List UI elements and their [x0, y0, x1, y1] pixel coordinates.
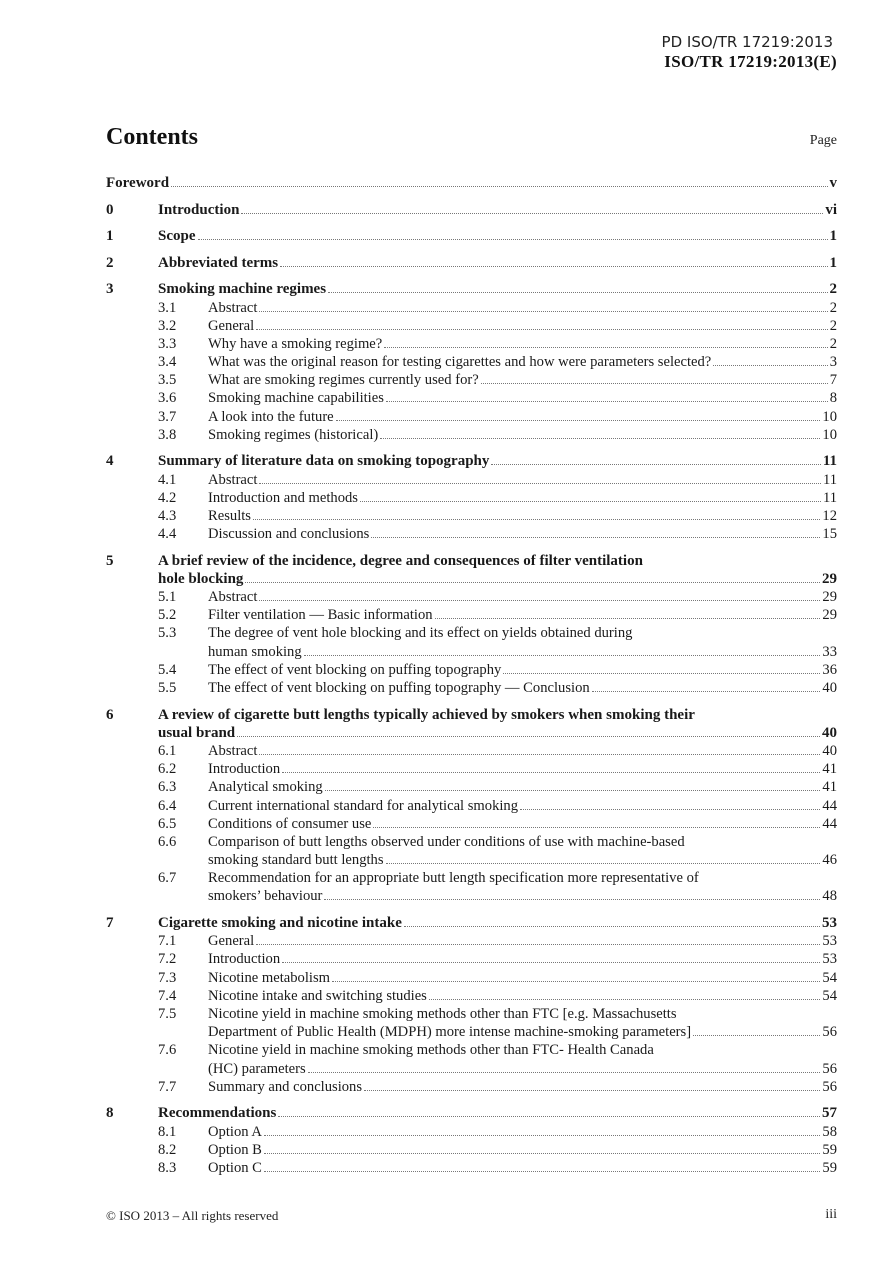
- dot-leader: [259, 483, 820, 484]
- toc-entry-title: smokers’ behaviour: [208, 888, 323, 905]
- toc-entry-page: 3: [829, 354, 837, 371]
- toc-entry-title: A review of cigarette butt lengths typically achieved by smokers when smoking their: [158, 706, 695, 723]
- dot-leader: [693, 1035, 820, 1036]
- toc-entry-page: 40: [822, 724, 837, 741]
- toc-entry-number: 2: [106, 254, 114, 271]
- toc-entry-title: hole blocking: [158, 570, 244, 587]
- toc-entry-number: 7.3: [158, 969, 177, 986]
- dot-leader: [256, 329, 828, 330]
- toc-entry-page: 33: [822, 643, 837, 660]
- dot-leader: [435, 618, 821, 619]
- toc-entry-title: Filter ventilation — Basic information: [208, 607, 433, 624]
- toc-entry-title: Comparison of butt lengths observed under conditions of use with machine-based: [208, 833, 685, 850]
- toc-subsection-entry[interactable]: [106, 588, 837, 606]
- toc-subsection-entry[interactable]: [106, 950, 837, 968]
- toc-subsection-entry[interactable]: [106, 525, 837, 543]
- toc-subsection-entry[interactable]: [106, 987, 837, 1005]
- dot-leader: [386, 401, 828, 402]
- toc-subsection-entry[interactable]: [106, 661, 837, 679]
- toc-entry-title: Foreword: [106, 175, 170, 191]
- toc-entry-title: Recommendation for an appropriate butt length specification more representative of: [208, 870, 699, 887]
- toc-entry-page: 1: [829, 254, 837, 271]
- toc-entry-title: Discussion and conclusions: [208, 526, 370, 543]
- toc-entry-number: 8.1: [158, 1123, 177, 1140]
- toc-entry-title: Current international standard for analytical smoking: [208, 797, 519, 814]
- toc-entry-number: 8.2: [158, 1141, 177, 1158]
- dot-leader: [384, 347, 827, 348]
- dot-leader: [592, 691, 821, 692]
- page-number: iii: [825, 1207, 837, 1222]
- toc-entry-title: human smoking: [208, 643, 302, 660]
- toc-entry-number: 3: [106, 281, 114, 298]
- toc-subsection-entry[interactable]: [106, 643, 837, 661]
- toc-entry-number: 3.8: [158, 426, 177, 443]
- table-of-contents: [106, 174, 837, 1177]
- dot-leader: [171, 186, 827, 187]
- toc-entry-number: 4.4: [158, 526, 177, 543]
- toc-entry-number: 7.4: [158, 987, 177, 1004]
- toc-entry-title: A look into the future: [208, 408, 334, 425]
- toc-entry-number: 3.7: [158, 408, 177, 425]
- toc-entry-number: 4.2: [158, 489, 177, 506]
- toc-entry-number: 6.1: [158, 742, 177, 759]
- toc-entry-number: 4.3: [158, 507, 177, 524]
- toc-entry-number: 5.2: [158, 607, 177, 624]
- toc-entry-title: Abstract: [208, 589, 258, 606]
- toc-entry-number: 7.2: [158, 951, 177, 968]
- toc-entry-page: 2: [829, 281, 837, 298]
- toc-entry-title: smoking standard butt lengths: [208, 852, 384, 869]
- toc-section-entry[interactable]: [106, 1104, 837, 1122]
- dot-leader: [386, 863, 821, 864]
- toc-entry-number: 6.2: [158, 761, 177, 778]
- toc-section-entry[interactable]: [106, 174, 837, 192]
- dot-leader: [308, 1072, 821, 1073]
- toc-entry-page: 2: [829, 317, 837, 334]
- toc-entry-title: Why have a smoking regime?: [208, 335, 383, 352]
- toc-entry-page: 56: [822, 1060, 837, 1077]
- toc-entry-number: 3.1: [158, 299, 177, 316]
- toc-entry-page: 12: [822, 507, 837, 524]
- dot-leader: [264, 1171, 820, 1172]
- toc-entry-title: Cigarette smoking and nicotine intake: [158, 915, 402, 932]
- toc-entry-number: 8.3: [158, 1159, 177, 1176]
- toc-subsection-entry[interactable]: [106, 1123, 837, 1141]
- toc-entry-number: 3.2: [158, 317, 177, 334]
- toc-entry-page: 10: [822, 408, 837, 425]
- toc-subsection-entry[interactable]: [106, 489, 837, 507]
- dot-leader: [259, 754, 820, 755]
- toc-entry-title: What are smoking regimes currently used for?: [208, 372, 479, 389]
- dot-leader: [245, 582, 820, 583]
- toc-entry-title: (HC) parameters: [208, 1060, 306, 1077]
- toc-entry-page: 56: [822, 1078, 837, 1095]
- toc-entry-title: Department of Public Health (MDPH) more intense machine-smoking parameters]: [208, 1024, 692, 1041]
- toc-entry-page: 11: [822, 471, 837, 488]
- toc-entry-number: 5.1: [158, 589, 177, 606]
- toc-section-entry[interactable]: [106, 280, 837, 298]
- dot-leader: [198, 239, 828, 240]
- toc-entry-page: 53: [822, 951, 837, 968]
- toc-entry-number: 4.1: [158, 471, 177, 488]
- toc-entry-title: Smoking machine regimes: [158, 281, 327, 298]
- toc-section-entry[interactable]: [106, 227, 837, 245]
- toc-entry-number: 0: [106, 201, 114, 218]
- toc-entry-page: 53: [822, 915, 837, 932]
- toc-entry-number: 3.6: [158, 390, 177, 407]
- toc-subsection-entry[interactable]: [106, 760, 837, 778]
- toc-entry-number: 6.4: [158, 797, 177, 814]
- toc-entry-title: Introduction: [158, 201, 240, 218]
- toc-subsection-entry[interactable]: [106, 1141, 837, 1159]
- toc-entry-number: 7.1: [158, 933, 177, 950]
- dot-leader: [364, 1090, 820, 1091]
- dot-leader: [491, 464, 820, 465]
- toc-entry-number: 7.6: [158, 1042, 177, 1059]
- toc-entry-page: 15: [822, 526, 837, 543]
- dot-leader: [503, 673, 820, 674]
- toc-entry-title: Scope: [158, 228, 196, 245]
- dot-leader: [237, 736, 820, 737]
- dot-leader: [304, 655, 821, 656]
- toc-entry-number: 6.3: [158, 779, 177, 796]
- toc-subsection-entry[interactable]: [106, 833, 837, 851]
- toc-entry-title: Abstract: [208, 299, 258, 316]
- toc-entry-page: 44: [822, 815, 837, 832]
- toc-subsection-entry[interactable]: [106, 887, 837, 905]
- toc-subsection-entry[interactable]: [106, 606, 837, 624]
- dot-leader: [259, 311, 827, 312]
- toc-entry-title: General: [208, 317, 255, 334]
- toc-entry-page: 11: [822, 489, 837, 506]
- toc-subsection-entry[interactable]: [106, 932, 837, 950]
- toc-entry-page: 7: [829, 372, 837, 389]
- toc-subsection-entry[interactable]: [106, 317, 837, 335]
- toc-entry-title: Analytical smoking: [208, 779, 323, 796]
- toc-entry-page: 57: [822, 1105, 837, 1122]
- dot-leader: [371, 537, 820, 538]
- toc-subsection-entry[interactable]: [106, 426, 837, 444]
- toc-entry-title: Nicotine intake and switching studies: [208, 987, 427, 1004]
- toc-subsection-entry[interactable]: [106, 797, 837, 815]
- toc-entry-title: Smoking machine capabilities: [208, 390, 384, 407]
- toc-entry-page: 54: [822, 969, 837, 986]
- toc-entry-number: 7: [106, 915, 114, 932]
- toc-subsection-entry[interactable]: [106, 778, 837, 796]
- toc-entry-number: 1: [106, 228, 114, 245]
- toc-subsection-entry[interactable]: [106, 1023, 837, 1041]
- toc-entry-page: 40: [822, 742, 837, 759]
- toc-entry-title: Smoking regimes (historical): [208, 426, 379, 443]
- toc-entry-number: 7.7: [158, 1078, 177, 1095]
- toc-entry-number: 7.5: [158, 1006, 177, 1022]
- dot-leader: [259, 600, 820, 601]
- toc-entry-title: Abstract: [208, 742, 258, 759]
- toc-entry-title: Option B: [208, 1141, 262, 1158]
- toc-entry-page: 58: [822, 1123, 837, 1140]
- toc-subsection-entry[interactable]: [106, 1159, 837, 1177]
- dot-leader: [256, 944, 820, 945]
- toc-entry-title: usual brand: [158, 724, 236, 741]
- toc-entry-page: 8: [829, 390, 837, 407]
- toc-entry-number: 4: [106, 453, 114, 470]
- toc-subsection-entry[interactable]: [106, 299, 837, 317]
- dot-leader: [336, 420, 821, 421]
- toc-subsection-entry[interactable]: [106, 1041, 837, 1059]
- dot-leader: [713, 365, 827, 366]
- toc-entry-title: Nicotine yield in machine smoking methods other than FTC [e.g. Massachusetts: [208, 1006, 677, 1022]
- toc-entry-title: Abstract: [208, 471, 258, 488]
- dot-leader: [253, 519, 820, 520]
- toc-entry-title: Nicotine yield in machine smoking methods other than FTC- Health Canada: [208, 1042, 654, 1059]
- toc-section-entry[interactable]: [106, 724, 837, 742]
- toc-subsection-entry[interactable]: [106, 389, 837, 407]
- toc-entry-page: v: [829, 175, 837, 191]
- toc-entry-title: Summary and conclusions: [208, 1078, 363, 1095]
- toc-entry-title: Option C: [208, 1159, 262, 1176]
- standard-code: ISO/TR 17219:2013(E): [664, 52, 837, 71]
- toc-section-entry[interactable]: [106, 914, 837, 932]
- toc-entry-page: 1: [829, 228, 837, 245]
- toc-entry-page: 59: [822, 1159, 837, 1176]
- toc-subsection-entry[interactable]: [106, 869, 837, 887]
- toc-subsection-entry[interactable]: [106, 507, 837, 525]
- toc-entry-title: General: [208, 933, 255, 950]
- toc-subsection-entry[interactable]: [106, 624, 837, 642]
- toc-entry-number: 5: [106, 552, 114, 569]
- dot-leader: [481, 383, 828, 384]
- toc-entry-title: Introduction: [208, 761, 281, 778]
- dot-leader: [429, 999, 821, 1000]
- toc-entry-number: 5.3: [158, 625, 177, 642]
- copyright-notice: © ISO 2013 – All rights reserved: [106, 1208, 279, 1223]
- toc-entry-number: 6: [106, 706, 114, 723]
- dot-leader: [373, 827, 820, 828]
- toc-subsection-entry[interactable]: [106, 742, 837, 760]
- toc-entry-title: Nicotine metabolism: [208, 969, 330, 986]
- toc-section-entry[interactable]: [106, 254, 837, 272]
- toc-entry-page: 36: [822, 661, 837, 678]
- toc-entry-number: 6.5: [158, 815, 177, 832]
- toc-entry-title: Conditions of consumer use: [208, 815, 372, 832]
- toc-subsection-entry[interactable]: [106, 1060, 837, 1078]
- toc-entry-page: 11: [822, 453, 837, 470]
- page-title: Contents: [106, 124, 199, 150]
- page-column-label: Page: [809, 133, 837, 148]
- toc-entry-number: 5.4: [158, 661, 177, 678]
- toc-entry-page: 29: [822, 589, 837, 606]
- toc-entry-number: 3.4: [158, 354, 177, 371]
- toc-subsection-entry[interactable]: [106, 335, 837, 353]
- toc-entry-page: 29: [822, 570, 837, 587]
- dot-leader: [324, 899, 820, 900]
- toc-entry-number: 5.5: [158, 680, 177, 697]
- dot-leader: [264, 1153, 820, 1154]
- dot-leader: [380, 438, 820, 439]
- toc-section-entry[interactable]: [106, 570, 837, 588]
- toc-entry-page: 48: [822, 888, 837, 905]
- toc-entry-page: 2: [829, 299, 837, 316]
- toc-section-entry[interactable]: [106, 706, 837, 724]
- toc-entry-title: Introduction and methods: [208, 489, 358, 506]
- dot-leader: [520, 809, 820, 810]
- toc-entry-title: Introduction: [208, 951, 281, 968]
- toc-entry-title: The effect of vent blocking on puffing topography: [208, 661, 502, 678]
- toc-entry-title: Recommendations: [158, 1105, 277, 1122]
- toc-entry-page: 40: [822, 680, 837, 697]
- toc-entry-page: 54: [822, 987, 837, 1004]
- toc-entry-title: What was the original reason for testing cigarettes and how were parameters selected?: [208, 354, 712, 371]
- toc-entry-number: 6.6: [158, 833, 177, 850]
- dot-leader: [360, 501, 821, 502]
- toc-entry-number: 6.7: [158, 870, 177, 887]
- toc-entry-page: 53: [822, 933, 837, 950]
- dot-leader: [328, 292, 827, 293]
- dot-leader: [325, 790, 821, 791]
- dot-leader: [332, 981, 820, 982]
- toc-subsection-entry[interactable]: [106, 679, 837, 697]
- dot-leader: [404, 926, 820, 927]
- toc-entry-page: 59: [822, 1141, 837, 1158]
- document-code: PD ISO/TR 17219:2013: [661, 33, 833, 51]
- toc-entry-page: 29: [822, 607, 837, 624]
- toc-subsection-entry[interactable]: [106, 969, 837, 987]
- toc-section-entry[interactable]: [106, 552, 837, 570]
- toc-subsection-entry[interactable]: [106, 408, 837, 426]
- toc-entry-title: Option A: [208, 1123, 262, 1140]
- toc-entry-page: 44: [822, 797, 837, 814]
- toc-entry-page: vi: [825, 201, 837, 218]
- dot-leader: [282, 772, 820, 773]
- toc-subsection-entry[interactable]: [106, 471, 837, 489]
- toc-subsection-entry[interactable]: [106, 1078, 837, 1096]
- toc-entry-page: 46: [822, 852, 837, 869]
- toc-entry-page: 41: [822, 779, 837, 796]
- toc-entry-page: 41: [822, 761, 837, 778]
- dot-leader: [282, 962, 820, 963]
- toc-entry-title: Results: [208, 507, 251, 524]
- toc-entry-number: 3.5: [158, 372, 177, 389]
- toc-entry-page: 56: [822, 1024, 837, 1041]
- toc-entry-title: Summary of literature data on smoking topography: [158, 453, 490, 470]
- toc-subsection-entry[interactable]: [106, 353, 837, 371]
- dot-leader: [241, 213, 823, 214]
- toc-subsection-entry[interactable]: [106, 371, 837, 389]
- toc-entry-page: 10: [822, 426, 837, 443]
- toc-subsection-entry[interactable]: [106, 815, 837, 833]
- toc-subsection-entry[interactable]: [106, 851, 837, 869]
- toc-entry-number: 3.3: [158, 335, 177, 352]
- toc-entry-number: 8: [106, 1105, 114, 1122]
- dot-leader: [264, 1135, 820, 1136]
- toc-section-entry[interactable]: [106, 452, 837, 470]
- dot-leader: [280, 266, 827, 267]
- toc-entry-title: Abbreviated terms: [158, 254, 279, 271]
- toc-entry-title: A brief review of the incidence, degree and consequences of filter ventilation: [158, 552, 643, 569]
- toc-subsection-entry[interactable]: [106, 1005, 837, 1023]
- toc-entry-page: 2: [829, 335, 837, 352]
- dot-leader: [278, 1116, 820, 1117]
- toc-entry-title: The effect of vent blocking on puffing topography — Conclusion: [208, 680, 590, 697]
- toc-section-entry[interactable]: [106, 201, 837, 219]
- toc-entry-title: The degree of vent hole blocking and its effect on yields obtained during: [208, 625, 633, 642]
